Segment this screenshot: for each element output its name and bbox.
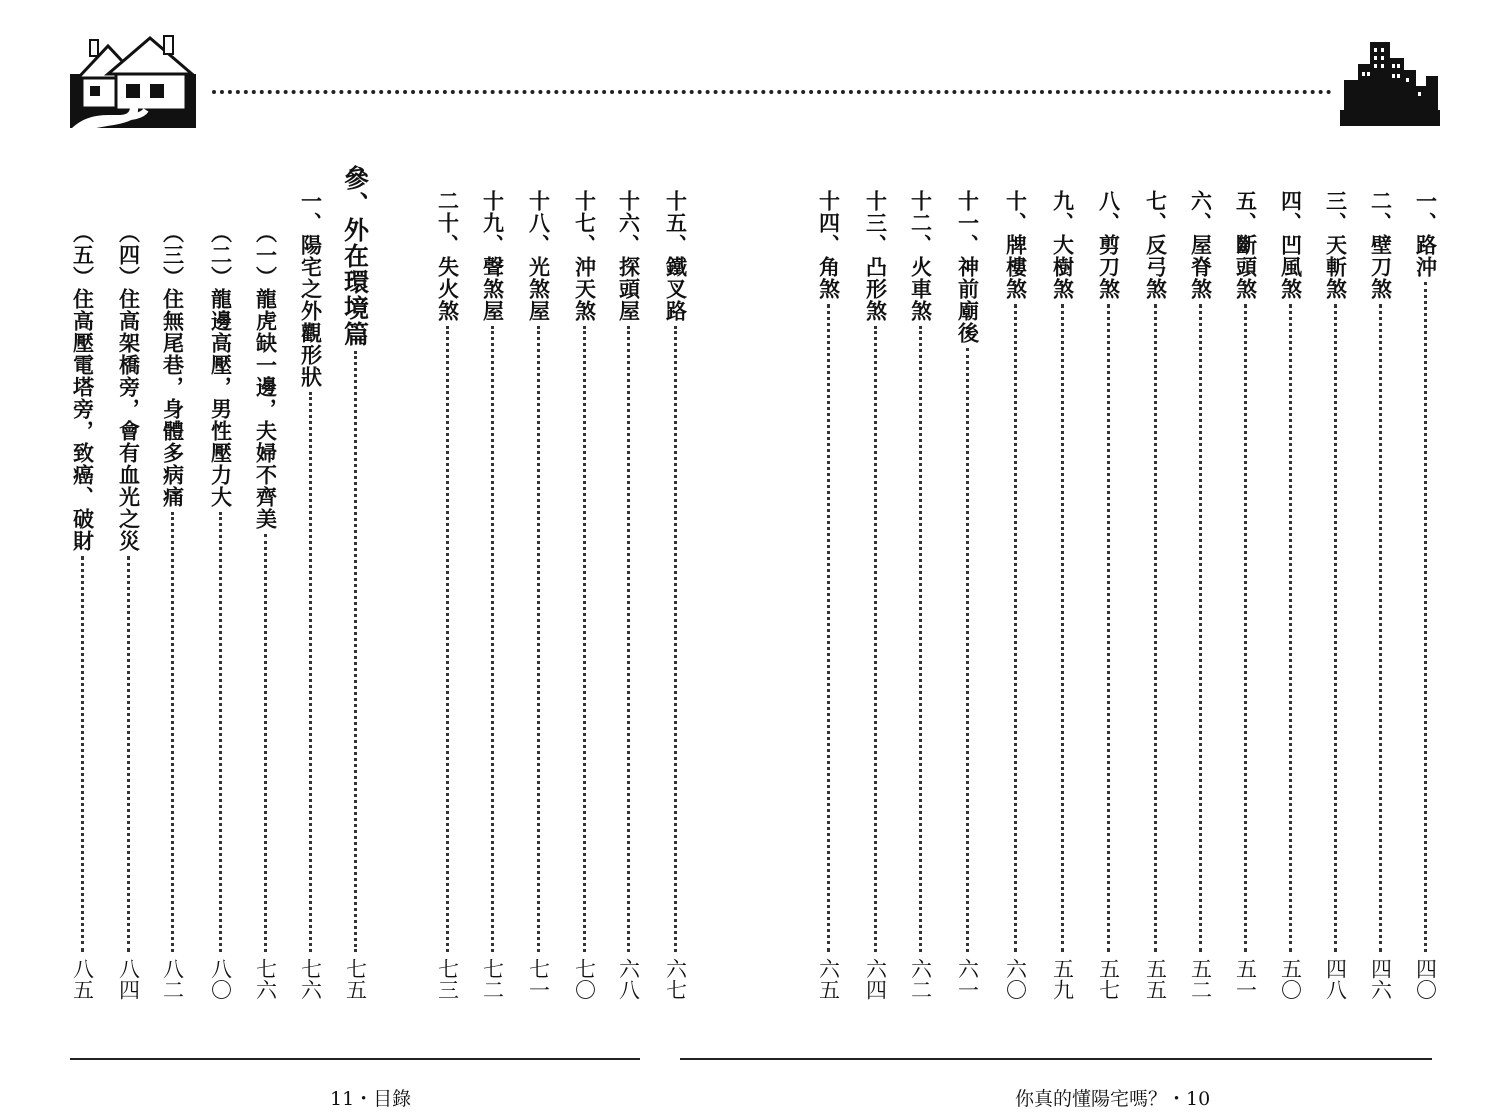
toc-entry-page: 四〇 bbox=[1413, 958, 1438, 1000]
toc-entry[interactable] bbox=[472, 190, 512, 1000]
toc-entry-page: 五一 bbox=[1233, 958, 1258, 1000]
dot-leader bbox=[1014, 304, 1017, 952]
toc-entry-page: 八四 bbox=[116, 958, 141, 1000]
dot-leader bbox=[1424, 282, 1427, 952]
dot-leader bbox=[1154, 304, 1157, 952]
dot-leader bbox=[446, 326, 449, 952]
toc-entry-title: 十八、光煞屋 bbox=[526, 190, 551, 322]
dot-leader bbox=[583, 326, 586, 952]
dot-leader bbox=[1244, 304, 1247, 952]
dot-leader bbox=[309, 392, 312, 952]
toc-entry-page: 六七 bbox=[663, 958, 688, 1000]
toc-entry-page: 七五 bbox=[343, 958, 368, 1000]
toc-entry-title: 九、大樹煞 bbox=[1050, 190, 1075, 300]
dot-leader bbox=[1199, 304, 1202, 952]
toc-entry-page: 八二 bbox=[160, 958, 185, 1000]
toc-entry-title: 參、外在環境篇 bbox=[340, 165, 370, 347]
toc-entry-page: 七六 bbox=[298, 958, 323, 1000]
toc-entry-title: （一）龍虎缺一邊，夫婦不齊美 bbox=[253, 222, 278, 530]
toc-entry-page: 四六 bbox=[1368, 958, 1393, 1000]
toc-entry[interactable] bbox=[808, 190, 848, 1000]
toc-entry[interactable] bbox=[245, 222, 285, 1000]
dot-leader bbox=[537, 326, 540, 952]
toc-entry-title: 十二、火車煞 bbox=[908, 190, 933, 322]
toc-entry-page: 五五 bbox=[1143, 958, 1168, 1000]
toc-entry[interactable] bbox=[108, 222, 148, 1000]
toc-entry[interactable] bbox=[427, 190, 467, 1000]
dot-leader bbox=[827, 304, 830, 952]
dot-leader bbox=[127, 556, 130, 952]
toc-entry[interactable] bbox=[1042, 190, 1082, 1000]
toc-entry[interactable] bbox=[564, 190, 604, 1000]
toc-entry-title: （三）住無尾巷，身體多病痛 bbox=[160, 222, 185, 508]
toc-entry-title: 十七、沖天煞 bbox=[572, 190, 597, 322]
toc-entry[interactable] bbox=[152, 222, 192, 1000]
dot-leader bbox=[919, 326, 922, 952]
toc-entry-page: 六五 bbox=[816, 958, 841, 1000]
dot-leader bbox=[874, 326, 877, 952]
toc-entry[interactable] bbox=[290, 190, 330, 1000]
dot-leader bbox=[81, 556, 84, 952]
toc-entry-page: 五〇 bbox=[1278, 958, 1303, 1000]
toc-entry-page: 六二 bbox=[908, 958, 933, 1000]
toc-entry-page: 七一 bbox=[526, 958, 551, 1000]
toc-entry[interactable] bbox=[1225, 190, 1265, 1000]
toc-entry-title: 十、牌樓煞 bbox=[1003, 190, 1028, 300]
toc-entry[interactable] bbox=[655, 190, 695, 1000]
toc-entry[interactable] bbox=[1088, 190, 1128, 1000]
toc-entry-title: 一、路沖 bbox=[1413, 190, 1438, 278]
toc-entry-page: 六〇 bbox=[1003, 958, 1028, 1000]
toc-entry-page: 七三 bbox=[435, 958, 460, 1000]
toc-entry[interactable] bbox=[200, 222, 240, 1000]
toc-entry[interactable] bbox=[855, 190, 895, 1000]
dot-leader bbox=[1061, 304, 1064, 952]
dot-leader bbox=[627, 326, 630, 952]
toc-entry-page: 五九 bbox=[1050, 958, 1075, 1000]
toc-entry-page: 八〇 bbox=[208, 958, 233, 1000]
dot-leader bbox=[219, 512, 222, 952]
toc-entry[interactable] bbox=[947, 190, 987, 1000]
toc-entry[interactable] bbox=[1270, 190, 1310, 1000]
footer-right: 你真的懂陽宅嗎？・10 bbox=[1015, 1088, 1211, 1110]
toc-entry-title: 二十、失火煞 bbox=[435, 190, 460, 322]
toc-entry[interactable] bbox=[1360, 190, 1400, 1000]
footer-left: 11・目錄 bbox=[330, 1088, 412, 1110]
toc-entry-title: 八、剪刀煞 bbox=[1096, 190, 1121, 300]
toc-entry-title: 十一、神前廟後 bbox=[955, 190, 980, 344]
toc-entry-title: 十六、探頭屋 bbox=[616, 190, 641, 322]
toc-entry-title: 二、壁刀煞 bbox=[1368, 190, 1393, 300]
dot-leader bbox=[1379, 304, 1382, 952]
dot-leader bbox=[171, 512, 174, 952]
toc-entry-title: 六、屋脊煞 bbox=[1188, 190, 1213, 300]
toc-entry[interactable] bbox=[995, 190, 1035, 1000]
toc-entry[interactable] bbox=[608, 190, 648, 1000]
dot-leader bbox=[1107, 304, 1110, 952]
toc-entry-page: 四八 bbox=[1323, 958, 1348, 1000]
toc-entry-title: （四）住高架橋旁，會有血光之災 bbox=[116, 222, 141, 552]
toc-entry[interactable] bbox=[518, 190, 558, 1000]
toc-entry-title: 十九、聲煞屋 bbox=[480, 190, 505, 322]
dot-leader bbox=[491, 326, 494, 952]
toc-entry-page: 七六 bbox=[253, 958, 278, 1000]
toc-entry[interactable] bbox=[1180, 190, 1220, 1000]
toc-entry-title: 十四、角煞 bbox=[816, 190, 841, 300]
dot-leader bbox=[1334, 304, 1337, 952]
toc-entry-page: 六四 bbox=[863, 958, 888, 1000]
toc-entry-title: 五、斷頭煞 bbox=[1233, 190, 1258, 300]
toc-entry[interactable] bbox=[1405, 190, 1445, 1000]
dot-leader bbox=[354, 351, 357, 952]
toc-entry-title: 七、反弓煞 bbox=[1143, 190, 1168, 300]
toc-entry[interactable] bbox=[1315, 190, 1355, 1000]
footer-rule-left bbox=[70, 1058, 640, 1060]
toc-entry-page: 六一 bbox=[955, 958, 980, 1000]
toc-entry-title: 四、凹風煞 bbox=[1278, 190, 1303, 300]
toc-entry-title: 三、天斬煞 bbox=[1323, 190, 1348, 300]
toc-entry-title: （五）住高壓電塔旁，致癌、破財 bbox=[70, 222, 95, 552]
toc-entry[interactable] bbox=[62, 222, 102, 1000]
toc-entry[interactable] bbox=[900, 190, 940, 1000]
toc-entry-page: 七二 bbox=[480, 958, 505, 1000]
toc-entry-page: 六八 bbox=[616, 958, 641, 1000]
toc-entry-title: 十五、鐵叉路 bbox=[663, 190, 688, 322]
toc-entry-title: 一、陽宅之外觀形狀 bbox=[298, 190, 323, 388]
toc-entry-page: 五七 bbox=[1096, 958, 1121, 1000]
toc-entry-page: 五二 bbox=[1188, 958, 1213, 1000]
dot-leader bbox=[674, 326, 677, 952]
toc-entry[interactable] bbox=[1135, 190, 1175, 1000]
toc-entry-page: 七〇 bbox=[572, 958, 597, 1000]
dot-leader bbox=[966, 348, 969, 952]
toc-part-heading[interactable] bbox=[335, 165, 375, 1000]
footer-rule-right bbox=[680, 1058, 1432, 1060]
toc-entry-title: 十三、凸形煞 bbox=[863, 190, 888, 322]
toc-entry-page: 八五 bbox=[70, 958, 95, 1000]
dot-leader bbox=[1289, 304, 1292, 952]
toc-entry-title: （二）龍邊高壓，男性壓力大 bbox=[208, 222, 233, 508]
dot-leader bbox=[264, 534, 267, 952]
